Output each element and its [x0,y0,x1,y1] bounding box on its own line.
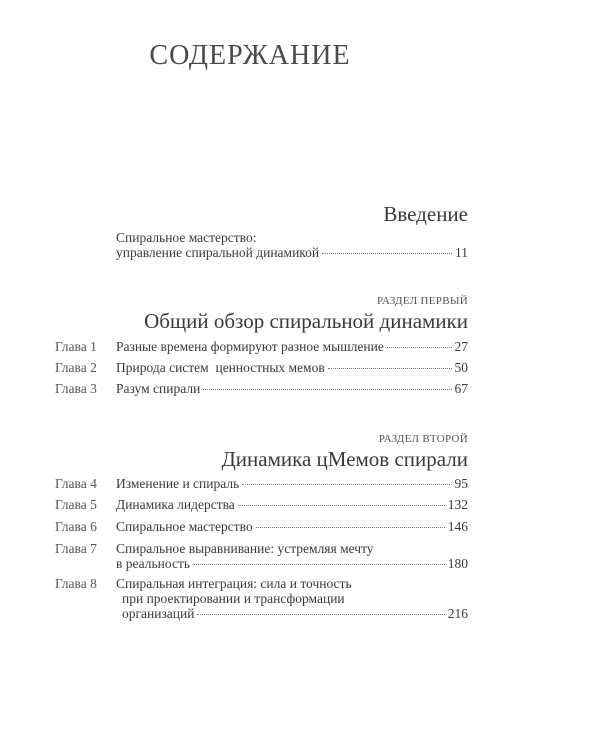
leader-dots [197,613,444,615]
page-number: 132 [447,497,468,512]
page-number: 50 [454,360,468,375]
section1-label: РАЗДЕЛ ПЕРВЫЙ [376,295,468,307]
section2-header [110,433,468,472]
chapter-number: Глава 7 [55,541,97,556]
chapter-title-line1: Спиральное выравнивание: устремляя мечту [116,541,374,556]
chapter-number: Глава 4 [55,476,97,491]
chapter-number: Глава 6 [55,519,97,534]
chapter-number: Глава 5 [55,497,97,512]
chapter-title: Природа систем ценностных мемов [116,360,325,375]
chapter-number: Глава 3 [55,381,97,396]
chapter-number: Глава 2 [55,360,97,375]
page-title: СОДЕРЖАНИЕ [149,40,351,71]
leader-dots [387,346,452,348]
chapter-title: Спиральное мастерство [116,519,253,534]
intro-heading: Введение [383,202,468,226]
leader-dots [328,367,452,369]
section2-label: РАЗДЕЛ ВТОРОЙ [378,433,468,445]
page-number: 216 [447,606,468,621]
chapter-title-line3: организаций [122,606,195,621]
chapter-title-line1: Спиральная интеграция: сила и точность [116,576,352,591]
leader-dots [238,504,445,506]
intro-line1: Спиральное мастерство: [116,230,257,245]
chapter-title-line2: при проектировании и трансформации [122,591,345,606]
chapter-title: Динамика лидерства [116,497,235,512]
chapter-title: Разум спирали [116,381,201,396]
page-number: 11 [455,245,468,260]
page-number: 27 [454,339,468,354]
chapter-title: Изменение и спираль [116,476,240,491]
section2-title: Динамика цМемов спирали [221,447,468,471]
chapter-number: Глава 1 [55,339,97,354]
chapter-number: Глава 8 [55,576,97,591]
page-number: 180 [447,556,468,571]
page-number: 67 [454,381,468,396]
leader-dots [242,483,451,485]
leader-dots [322,252,452,254]
leader-dots [203,388,451,390]
intro-line2: управление спиральной динамикой [116,245,320,260]
chapter-title-line2: в реальность [116,556,191,571]
intro-heading-block [110,200,468,227]
chapter-title: Разные времена формируют разное мышление [116,339,384,354]
leader-dots [193,563,445,565]
leader-dots [256,526,445,528]
section1-header [110,295,468,334]
page-number: 146 [447,519,468,534]
section1-title: Общий обзор спиральной динамики [144,309,468,333]
page-number: 95 [454,476,468,491]
